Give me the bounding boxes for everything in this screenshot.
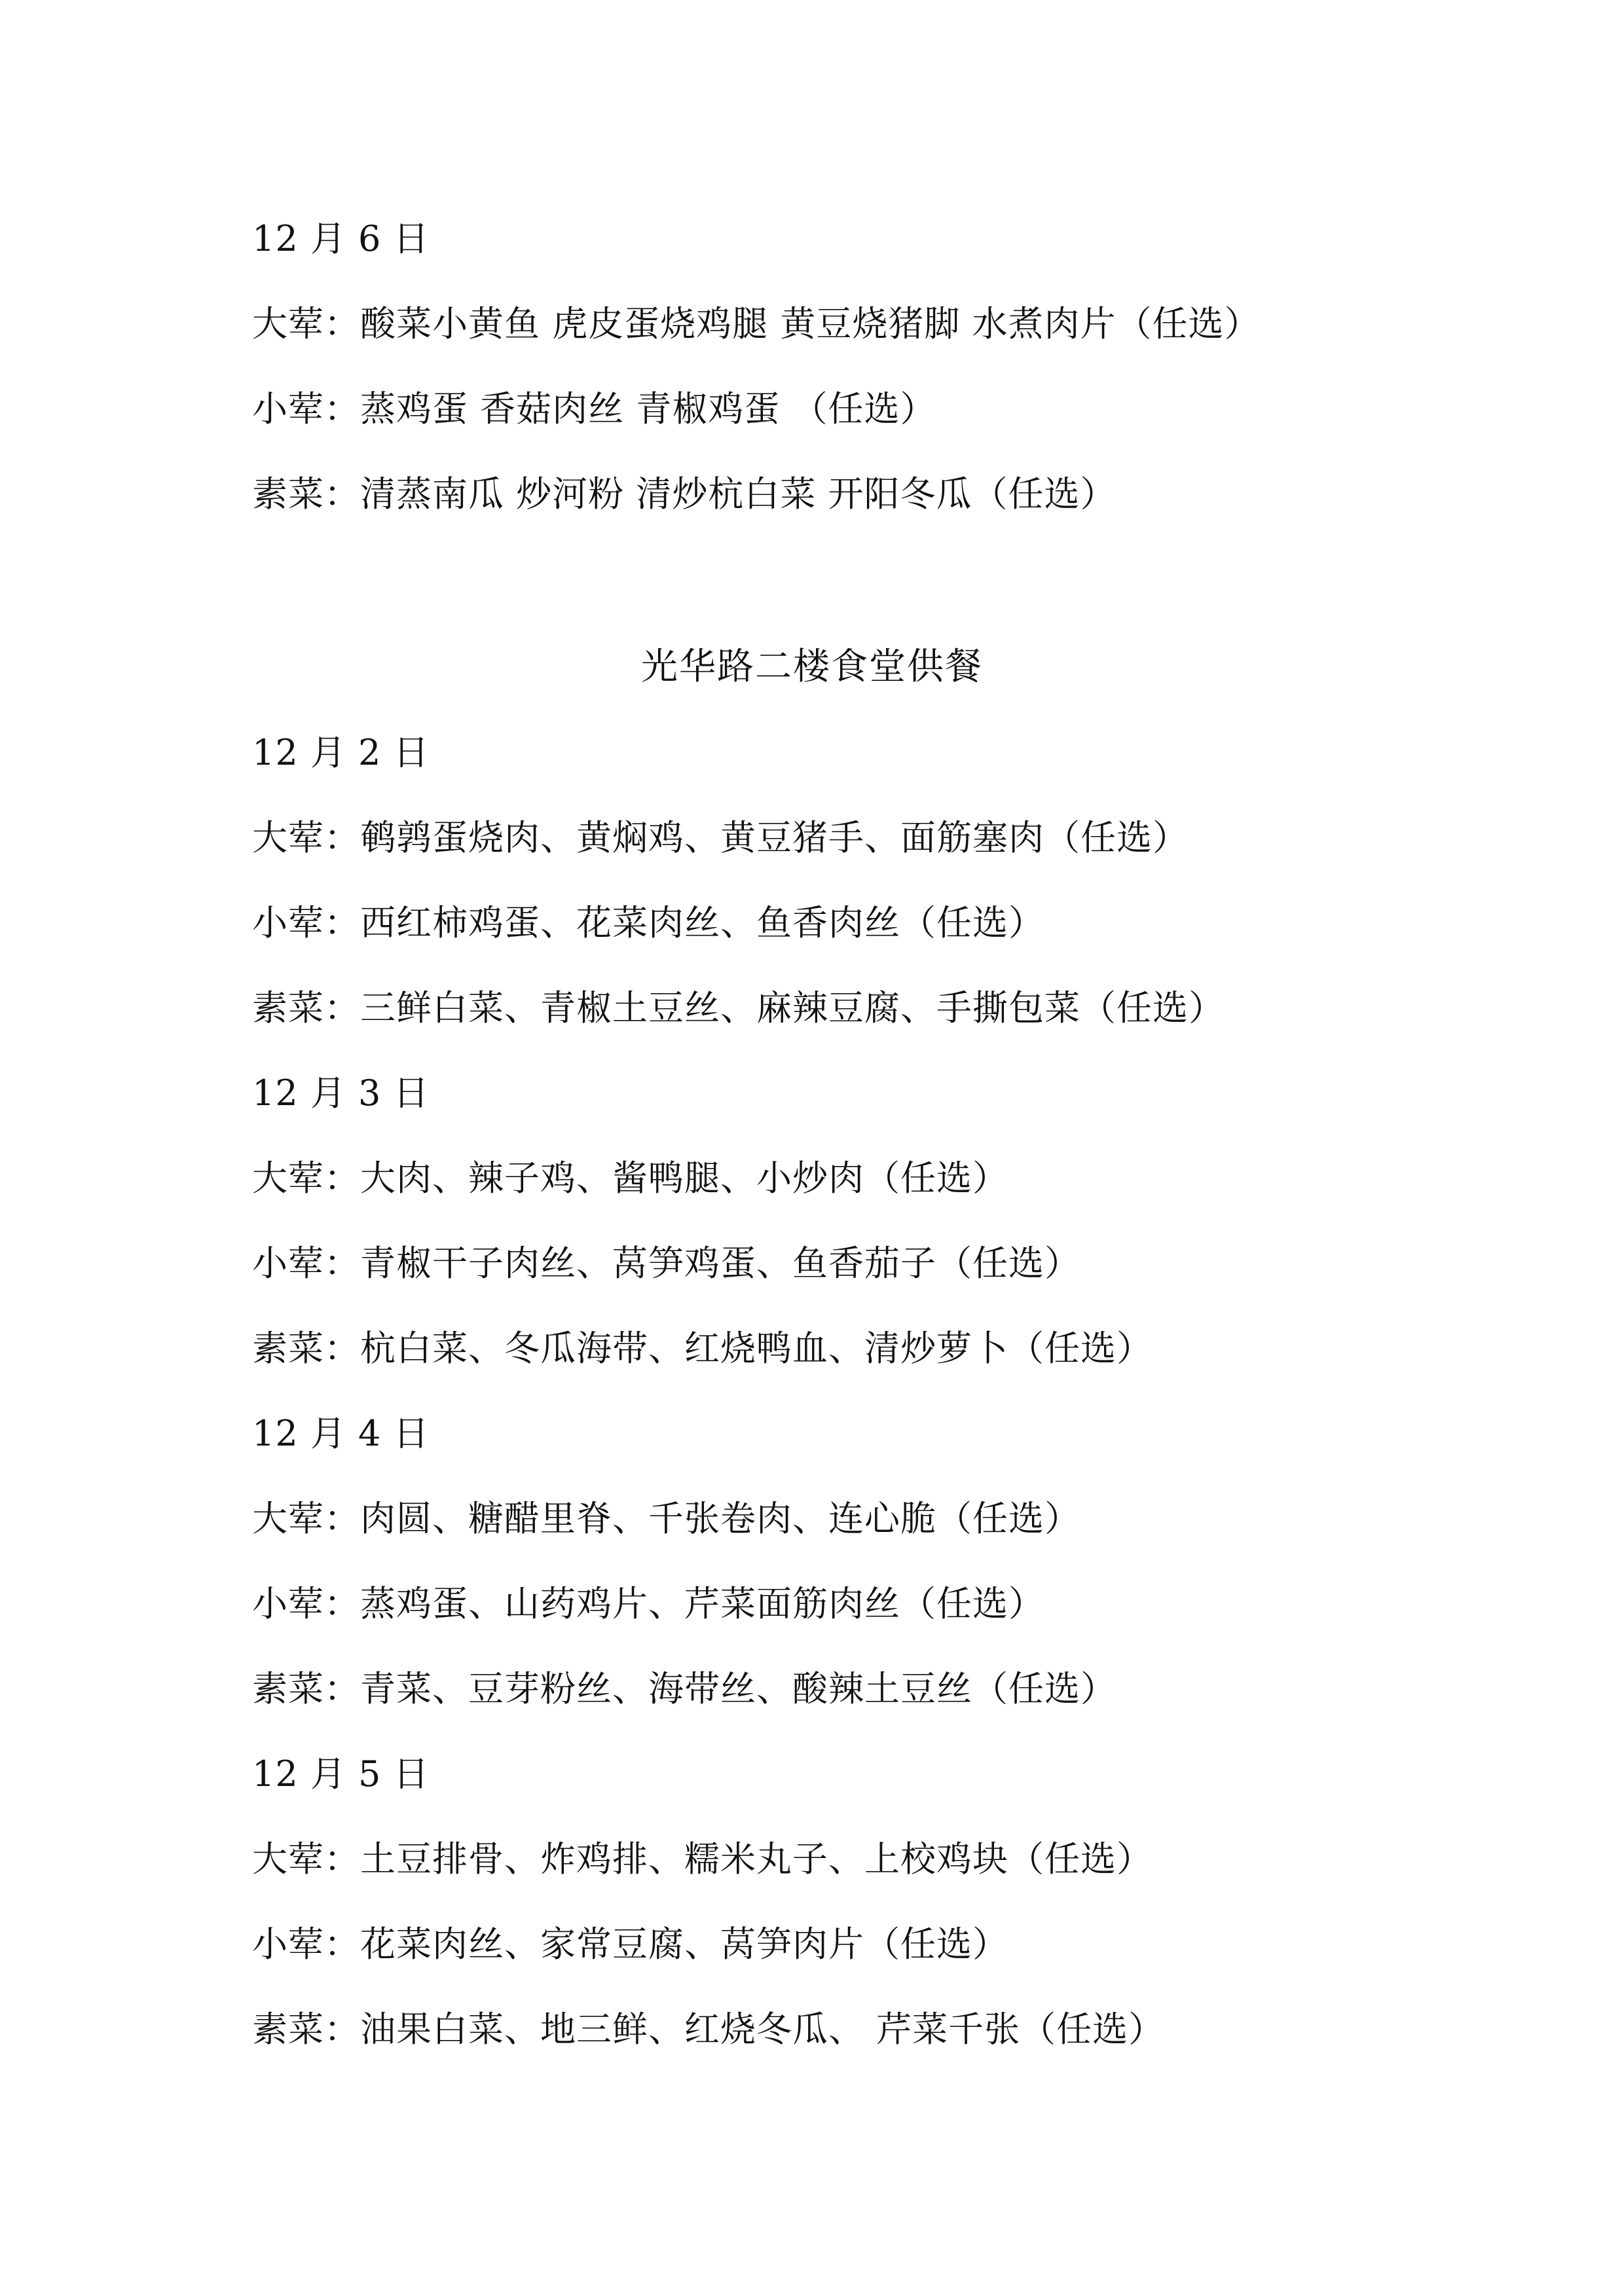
date-line: 12 月 5 日 (252, 1753, 430, 1795)
menu-line-xiaozhe: 小荤：青椒干子肉丝、莴笋鸡蛋、鱼香茄子（任选） (252, 1243, 1080, 1284)
date-line: 12 月 2 日 (252, 732, 430, 773)
menu-line-sucai: 素菜：杭白菜、冬瓜海带、红烧鸭血、清炒萝卜（任选） (252, 1328, 1153, 1369)
section-heading: 光华路二楼食堂供餐 (641, 646, 983, 688)
menu-line-dazhe: 大荤：肉圆、糖醋里脊、千张卷肉、连心脆（任选） (252, 1498, 1080, 1539)
date-line: 12 月 3 日 (252, 1072, 430, 1114)
menu-line-xiaozhe: 小荤：蒸鸡蛋、山药鸡片、芹菜面筋肉丝（任选） (252, 1583, 1044, 1624)
menu-line-xiaozhe: 小荤：西红柿鸡蛋、花菜肉丝、鱼香肉丝（任选） (252, 902, 1044, 943)
menu-line-sucai: 素菜：三鲜白菜、青椒土豆丝、麻辣豆腐、手撕包菜（任选） (252, 987, 1225, 1029)
menu-line-dazhe: 大荤：大肉、辣子鸡、酱鸭腿、小炒肉（任选） (252, 1157, 1008, 1199)
menu-line-sucai: 素菜：清蒸南瓜 炒河粉 清炒杭白菜 开阳冬瓜（任选） (252, 473, 1116, 515)
menu-line-sucai: 素菜：青菜、豆芽粉丝、海带丝、酸辣土豆丝（任选） (252, 1668, 1116, 1709)
menu-line-dazhe: 大荤：土豆排骨、炸鸡排、糯米丸子、上校鸡块（任选） (252, 1838, 1153, 1880)
menu-line-dazhe: 大荤：酸菜小黄鱼 虎皮蛋烧鸡腿 黄豆烧猪脚 水煮肉片（任选） (252, 303, 1261, 344)
date-line: 12 月 4 日 (252, 1413, 430, 1454)
menu-line-xiaozhe: 小荤：蒸鸡蛋 香菇肉丝 青椒鸡蛋 （任选） (252, 388, 936, 429)
date-line: 12 月 6 日 (252, 218, 430, 259)
menu-line-xiaozhe: 小荤：花菜肉丝、家常豆腐、莴笋肉片（任选） (252, 1923, 1008, 1965)
menu-line-sucai: 素菜：油果白菜、地三鲜、红烧冬瓜、 芹菜千张（任选） (252, 2009, 1165, 2050)
menu-line-dazhe: 大荤：鹌鹑蛋烧肉、黄焖鸡、黄豆猪手、面筋塞肉（任选） (252, 817, 1189, 858)
